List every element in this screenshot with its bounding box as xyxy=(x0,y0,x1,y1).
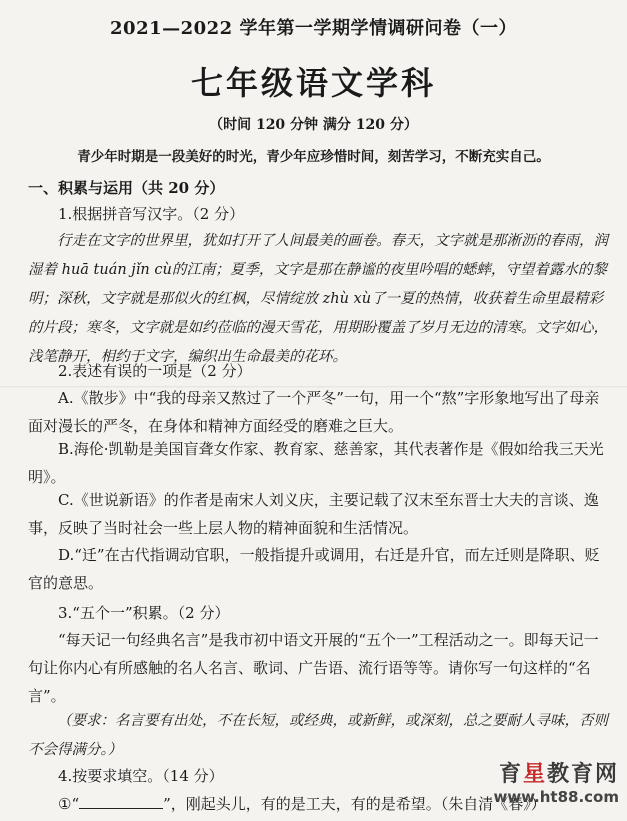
question-4-item-1-suffix: ”，刚起头儿，有的是工夫，有的是希望。（朱自清《春》） xyxy=(163,795,546,813)
question-2-option-b: B.海伦·凯勒是美国盲聋女作家、教育家、慈善家，其代表著作是《假如给我三天光明》。 xyxy=(28,440,604,486)
question-2-option-a: A.《散步》中“我的母亲又熬过了一个严冬”一句，用一个“熬”字形象地写出了母亲面对漫长的严冬，在身体和精神方面经受的磨难之巨大。 xyxy=(28,389,600,435)
section-title: 一、积累与运用（共 20 分） xyxy=(28,179,225,197)
question-3-text: “每天记一句经典名言”是我市初中语文开展的“五个一”工程活动之一。即每天记一句让你内心有所感触的名人名言、歌词、广告语、流行语等等。请你写一句这样的“名言”。 xyxy=(28,631,599,705)
exam-title: 2021—2022 学年第一学期学情调研问卷（一） xyxy=(110,18,517,39)
subject-title: 七年级语文学科 xyxy=(190,64,436,102)
question-1-passage: 行走在文字的世界里，犹如打开了人间最美的画卷。春天，文字就是那淅沥的春雨，润湿着 huā tuán jǐn cù的江南；夏季，文字是那在静谧的夜里吟唱的蟋蟀，守望着露水的黎明；深秋，文字就是那似火的红枫，尽情绽放 zhù xù了一夏的热情，收获着生命里最精彩的片段；寒冬，文字就是如约莅临的漫天雪花，用期盼覆盖了岁月无边的清寒。文字如心，浅笔静开，相约于文字，编织出生命最美的花环。 xyxy=(28,233,608,365)
watermark-logo xyxy=(439,757,619,813)
watermark-url: www.ht88.com xyxy=(493,788,619,806)
question-1-title: 1.根据拼音写汉字。（2 分） xyxy=(58,205,245,223)
question-4-title: 4.按要求填空。（14 分） xyxy=(58,767,224,785)
motto: 青少年时期是一段美好的时光，青少年应珍惜时间，刻苦学习，不断充实自己。 xyxy=(77,149,550,165)
question-3-title: 3.“五个一”积累。（2 分） xyxy=(58,604,230,622)
fill-blank[interactable] xyxy=(79,794,163,809)
question-4-item-1-prefix: ①“ xyxy=(58,795,80,813)
question-3-requirement: （要求：名言要有出处，不在长短，或经典，或新鲜，或深刻，总之要耐人寻味，否则不会得满分。） xyxy=(28,713,608,758)
question-2-title: 2.表述有误的一项是（2 分） xyxy=(58,362,252,380)
exam-meta: （时间 120 分钟 满分 120 分） xyxy=(209,117,418,133)
watermark-text: 育星教育网 xyxy=(498,762,619,787)
question-2-option-d: D.“迁”在古代指调动官职，一般指提升或调用，右迁是升官，而左迁则是降职、贬官的意思。 xyxy=(28,546,600,592)
question-2-option-c: C.《世说新语》的作者是南宋人刘义庆，主要记载了汉末至东晋士大夫的言谈、逸事，反映了当时社会一些上层人物的精神面貌和生活情况。 xyxy=(28,491,599,537)
paper-fold-line xyxy=(0,386,627,388)
